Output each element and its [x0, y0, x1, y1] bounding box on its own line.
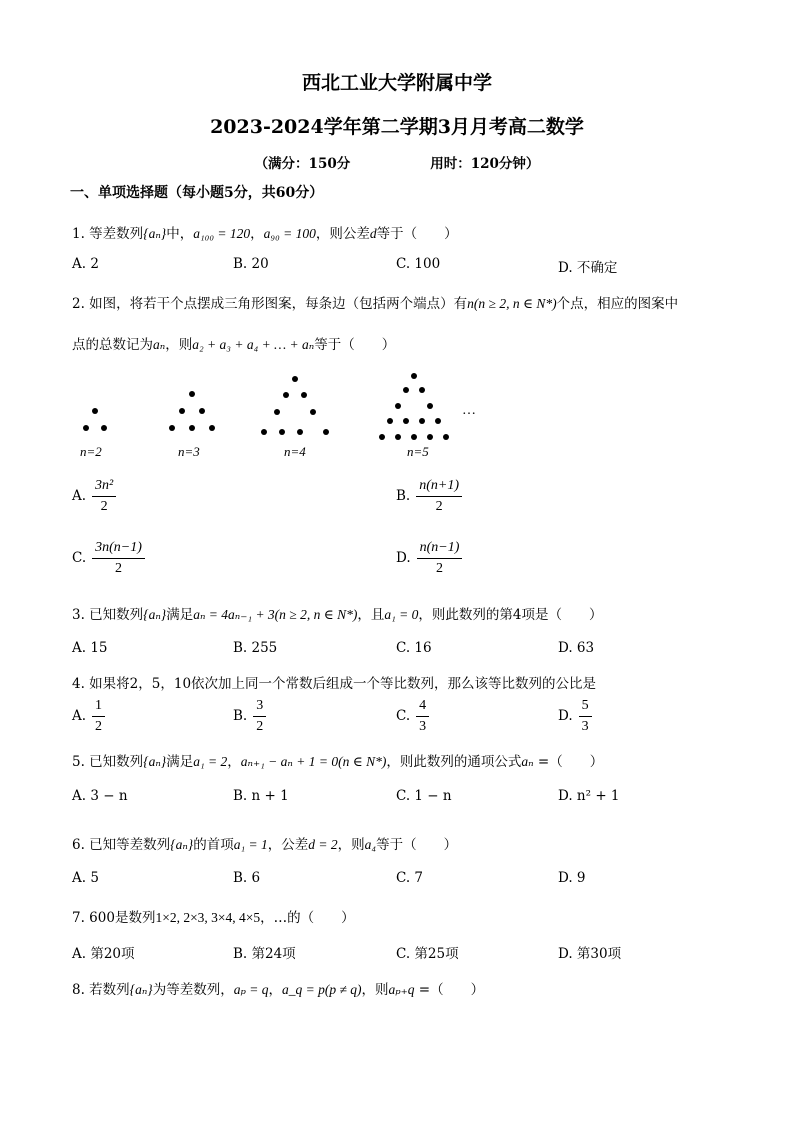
- q3-option-b[interactable]: B. 255: [233, 640, 278, 656]
- q7-option-d[interactable]: D. 第30项: [558, 946, 622, 962]
- dot: [323, 429, 329, 435]
- fraction: $\frac{n(n+1)}{2}$: [416, 478, 462, 515]
- q7-option-c[interactable]: C. 第25项: [396, 946, 459, 962]
- q3-option-d[interactable]: D. 63: [558, 640, 595, 656]
- dot: [169, 425, 175, 431]
- q5-option-d[interactable]: D. n² + 1: [558, 788, 620, 804]
- q6-option-c[interactable]: C. 7: [396, 870, 424, 886]
- dot: [419, 418, 425, 424]
- dot: [279, 429, 285, 435]
- q2-option-d[interactable]: D. $\frac{n(n-1)}{2}$: [396, 540, 462, 577]
- fraction: $\frac{n(n-1)}{2}$: [417, 540, 463, 577]
- figure-label-n5: n=5: [407, 444, 429, 459]
- dot: [92, 408, 98, 414]
- dot: [189, 391, 195, 397]
- dot: [395, 403, 401, 409]
- dot: [427, 434, 433, 440]
- dot: [403, 418, 409, 424]
- q5-option-b[interactable]: B. n + 1: [233, 788, 289, 804]
- fraction: $\frac{5}{3}$: [579, 698, 592, 735]
- q6-option-a[interactable]: A. 5: [72, 870, 99, 886]
- question-1: 1. 等差数列{aₙ}中，a₁₀₀ = 120，a₉₀ = 100，则公差d等于（ ）: [72, 226, 458, 242]
- time-limit: 用时：120分钟）: [430, 156, 540, 172]
- dot: [199, 408, 205, 414]
- dot: [427, 403, 433, 409]
- dot: [297, 429, 303, 435]
- dot: [292, 376, 298, 382]
- q6-option-b[interactable]: B. 6: [233, 870, 261, 886]
- figure-label-n3: n=3: [178, 444, 200, 459]
- q2-option-c[interactable]: C. $\frac{3n(n-1)}{2}$: [72, 540, 145, 577]
- fraction: $\frac{3n(n-1)}{2}$: [92, 540, 145, 577]
- dot: [283, 392, 289, 398]
- exam-title: 2023-2024学年第二学期3月月考高二数学: [210, 116, 584, 138]
- dot: [301, 392, 307, 398]
- figure-label-n2: n=2: [80, 444, 102, 459]
- dot: [379, 434, 385, 440]
- question-2-line-2: 点的总数记为aₙ，则a₂ + a₃ + a₄ + … + aₙ等于（ ）: [72, 337, 396, 353]
- question-8: 8. 若数列{aₙ}为等差数列，aₚ = q，a_q = p(p ≠ q)，则aₚ₊q =（ ）: [72, 982, 485, 998]
- q7-option-a[interactable]: A. 第20项: [72, 946, 135, 962]
- q1-option-b[interactable]: B. 20: [233, 256, 269, 272]
- dot: [411, 373, 417, 379]
- dot: [403, 387, 409, 393]
- q5-option-a[interactable]: A. 3 − n: [72, 788, 128, 804]
- question-3: 3. 已知数列{aₙ}满足aₙ = 4aₙ₋₁ + 3(n ≥ 2, n ∈ N*)，且a₁ = 0，则此数列的第4项是（ ）: [72, 607, 603, 623]
- q4-option-c[interactable]: C. $\frac{4}{3}$: [396, 698, 429, 735]
- dot: [189, 425, 195, 431]
- dot: [310, 409, 316, 415]
- fraction: $\frac{1}{2}$: [92, 698, 105, 735]
- q7-option-b[interactable]: B. 第24项: [233, 946, 296, 962]
- question-2-line-1: 2. 如图，将若干个点摆成三角形图案，每条边（包括两个端点）有n(n ≥ 2, n ∈ N*)个点，相应的图案中: [72, 296, 679, 312]
- q4-option-a[interactable]: A. $\frac{1}{2}$: [72, 698, 105, 735]
- dot: [101, 425, 107, 431]
- q1-option-d[interactable]: D. 不确定: [558, 260, 618, 276]
- section-heading: 一、单项选择题（每小题5分，共60分）: [70, 185, 324, 201]
- q5-option-c[interactable]: C. 1 − n: [396, 788, 452, 804]
- dot: [395, 434, 401, 440]
- dot: [261, 429, 267, 435]
- q1-option-c[interactable]: C. 100: [396, 256, 441, 272]
- question-4: 4. 如果将2，5，10依次加上同一个常数后组成一个等比数列，那么该等比数列的公比是: [72, 676, 597, 692]
- dot: [209, 425, 215, 431]
- q4-option-d[interactable]: D. $\frac{5}{3}$: [558, 698, 592, 735]
- fraction: $\frac{\text{3n²}}{2}$: [92, 478, 116, 515]
- figure-label-n4: n=4: [284, 444, 306, 459]
- fraction: $\frac{3}{2}$: [253, 698, 266, 735]
- q2-option-b[interactable]: B. $\frac{n(n+1)}{2}$: [396, 478, 462, 515]
- dot: [443, 434, 449, 440]
- q2-option-a[interactable]: A. $\frac{\text{3n²}}{2}$: [72, 478, 116, 515]
- dot: [387, 418, 393, 424]
- school-title: 西北工业大学附属中学: [301, 72, 492, 94]
- q3-option-c[interactable]: C. 16: [396, 640, 432, 656]
- fraction: $\frac{4}{3}$: [416, 698, 429, 735]
- question-7: 7. 600是数列1×2, 2×3, 3×4, 4×5，…的（ ）: [72, 910, 355, 926]
- dot: [274, 409, 280, 415]
- dot: [411, 434, 417, 440]
- full-score: （满分：150分: [254, 156, 351, 172]
- dot: [435, 418, 441, 424]
- question-6: 6. 已知等差数列{aₙ}的首项a₁ = 1，公差d = 2，则a₄等于（ ）: [72, 837, 458, 853]
- exam-meta: [0, 152, 794, 172]
- triangle-dot-figure: [70, 368, 510, 460]
- q6-option-d[interactable]: D. 9: [558, 870, 586, 886]
- dot: [179, 408, 185, 414]
- q1-option-a[interactable]: A. 2: [72, 256, 99, 272]
- dot: [83, 425, 89, 431]
- dot: [419, 387, 425, 393]
- question-5: 5. 已知数列{aₙ}满足a₁ = 2，aₙ₊₁ − aₙ + 1 = 0(n ∈ N*)，则此数列的通项公式aₙ =（ ）: [72, 754, 604, 770]
- q4-option-b[interactable]: B. $\frac{3}{2}$: [233, 698, 266, 735]
- figure-ellipsis: …: [462, 403, 476, 418]
- q3-option-a[interactable]: A. 15: [72, 640, 108, 656]
